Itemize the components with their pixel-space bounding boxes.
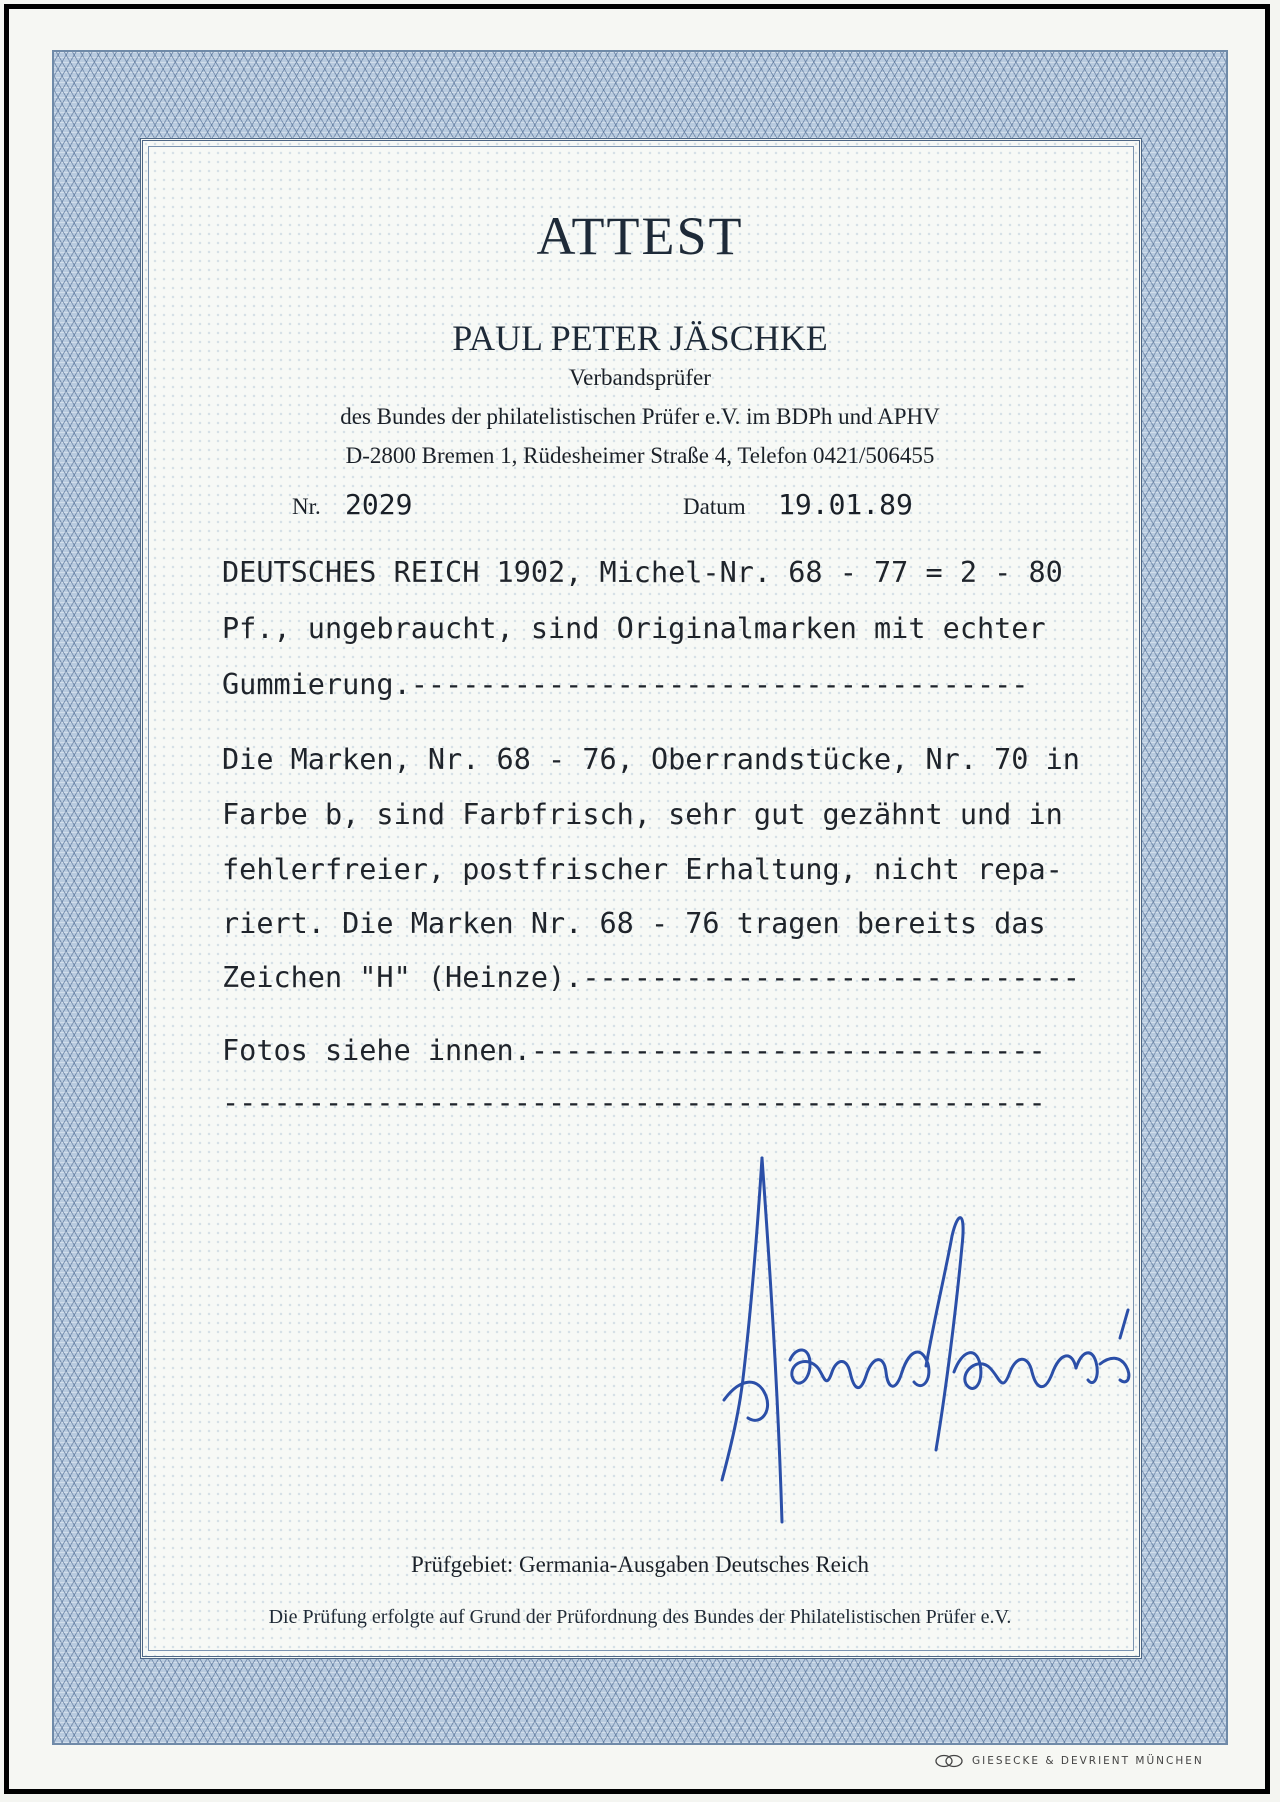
number-label: Nr.: [292, 494, 321, 519]
body-line: ------------------------------------------------: [222, 1086, 1046, 1119]
examiner-address: D-2800 Bremen 1, Rüdesheimer Straße 4, Telefon 0421/506455: [345, 443, 935, 468]
examination-footnote: Die Prüfung erfolgte auf Grund der Prüfordnung des Bundes der Philatelistischen Prüfer e.V.: [268, 1606, 1012, 1628]
examiner-name: PAUL PETER JÄSCHKE: [452, 318, 828, 358]
body-line: Fotos siehe innen.------------------------------: [222, 1034, 1046, 1067]
body-line: Pf., ungebraucht, sind Originalmarken mit echter: [222, 612, 1046, 645]
certificate-title: ATTEST: [536, 206, 744, 266]
body-line: Die Marken, Nr. 68 - 76, Oberrandstücke, Nr. 70 in: [222, 743, 1080, 776]
handwritten-signature: [700, 1150, 1220, 1570]
body-line: Zeichen "H" (Heinze).-----------------------------: [222, 961, 1080, 994]
printer-imprint: [934, 1752, 1204, 1770]
body-line: fehlerfreier, postfrischer Erhaltung, nicht repa-: [222, 853, 1063, 886]
examiner-role: Verbandsprüfer: [569, 365, 711, 390]
body-line: riert. Die Marken Nr. 68 - 76 tragen bereits das: [222, 907, 1046, 940]
date-label: Datum: [683, 494, 746, 519]
examiner-association: des Bundes der philatelistischen Prüfer e.V. im BDPh und APHV: [340, 404, 940, 429]
certificate-number: 2029: [345, 488, 413, 521]
printer-logo-icon: [934, 1754, 964, 1768]
printer-name: GIESECKE & DEVRIENT MÜNCHEN: [972, 1755, 1204, 1767]
body-line: Farbe b, sind Farbfrisch, sehr gut gezähnt und in: [222, 798, 1063, 831]
body-line: DEUTSCHES REICH 1902, Michel-Nr. 68 - 77 = 2 - 80: [222, 556, 1063, 589]
certificate-date: 19.01.89: [778, 488, 913, 521]
examination-scope: Prüfgebiet: Germania-Ausgaben Deutsches Reich: [411, 1552, 869, 1577]
body-line: Gummierung.------------------------------------: [222, 668, 1029, 701]
